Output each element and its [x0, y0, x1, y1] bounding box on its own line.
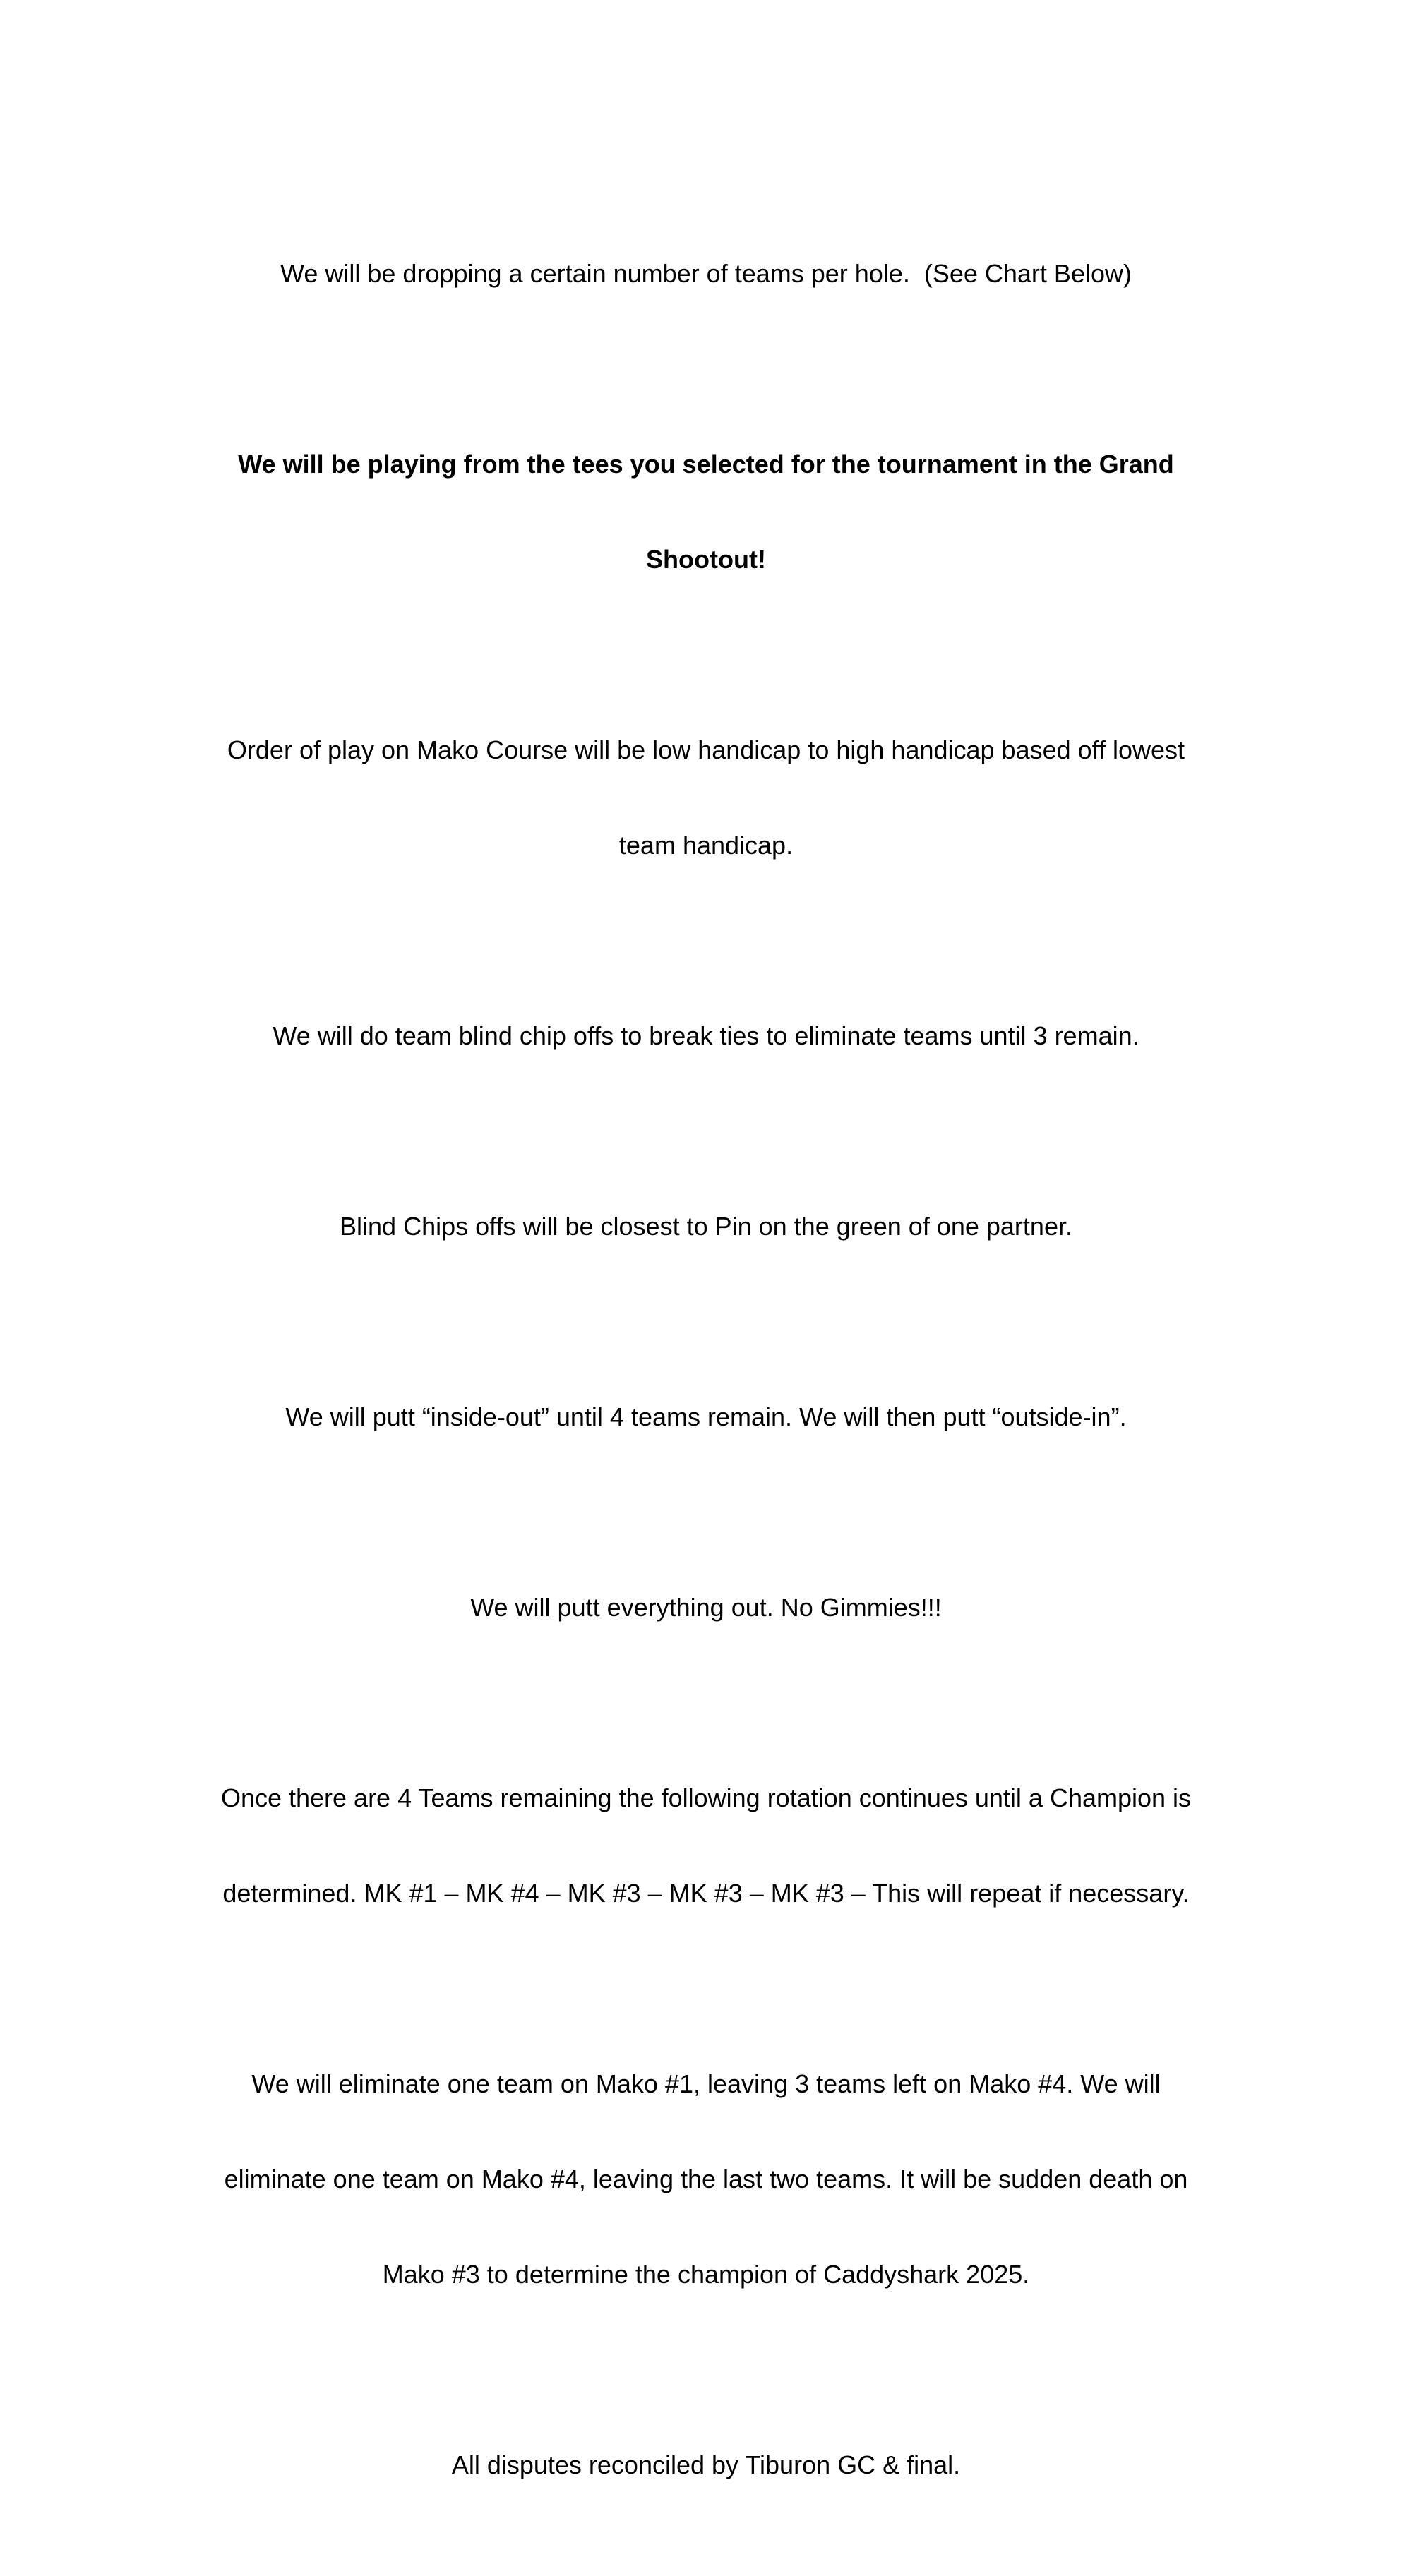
- paragraph-dropping-teams: [169, 194, 1243, 353]
- text-line: We will eliminate one team on Mako #1, leaving 3 teams left on Mako #4. We will: [251, 2069, 1161, 2098]
- rules-text-block: [169, 194, 1243, 2576]
- paragraph-tees-bold: [169, 385, 1243, 639]
- text-line: We will putt “inside-out” until 4 teams remain. We will then putt “outside-in”.: [285, 1402, 1127, 1431]
- paragraph-blind-chip-offs: [169, 956, 1243, 1115]
- text-line: We will do team blind chip offs to break ties to eliminate teams until 3 remain.: [273, 1021, 1139, 1050]
- text-line: Shootout!: [646, 545, 766, 574]
- paragraph-no-gimmies: [169, 1528, 1243, 1687]
- text-line: All disputes reconciled by Tiburon GC & final.: [451, 2450, 961, 2479]
- text-line: We will putt everything out. No Gimmies!!!: [470, 1593, 942, 1622]
- text-line: Mako #3 to determine the champion of Caddyshark 2025.: [382, 2260, 1030, 2289]
- text-line: Blind Chips offs will be closest to Pin on the green of one partner.: [340, 1212, 1072, 1241]
- paragraph-rotation: [169, 1719, 1243, 1973]
- text-line: determined. MK #1 – MK #4 – MK #3 – MK #3 – MK #3 – This will repeat if necessary.: [222, 1879, 1190, 1908]
- paragraph-closest-to-pin: [169, 1147, 1243, 1306]
- paragraph-disputes: [169, 2385, 1243, 2544]
- text-line: We will be dropping a certain number of teams per hole. (See Chart Below): [280, 259, 1132, 288]
- paragraph-order-of-play: [169, 670, 1243, 925]
- text-line: Once there are 4 Teams remaining the following rotation continues until a Champion is: [220, 1783, 1192, 1812]
- paragraph-putt-order: [169, 1337, 1243, 1496]
- text-line: team handicap.: [618, 831, 794, 860]
- text-line: Order of play on Mako Course will be low handicap to high handicap based off lowest: [227, 735, 1185, 764]
- paragraph-elimination: [169, 2004, 1243, 2354]
- text-line: eliminate one team on Mako #4, leaving the last two teams. It will be sudden death on: [224, 2165, 1188, 2193]
- text-line: We will be playing from the tees you selected for the tournament in the Grand: [238, 450, 1174, 479]
